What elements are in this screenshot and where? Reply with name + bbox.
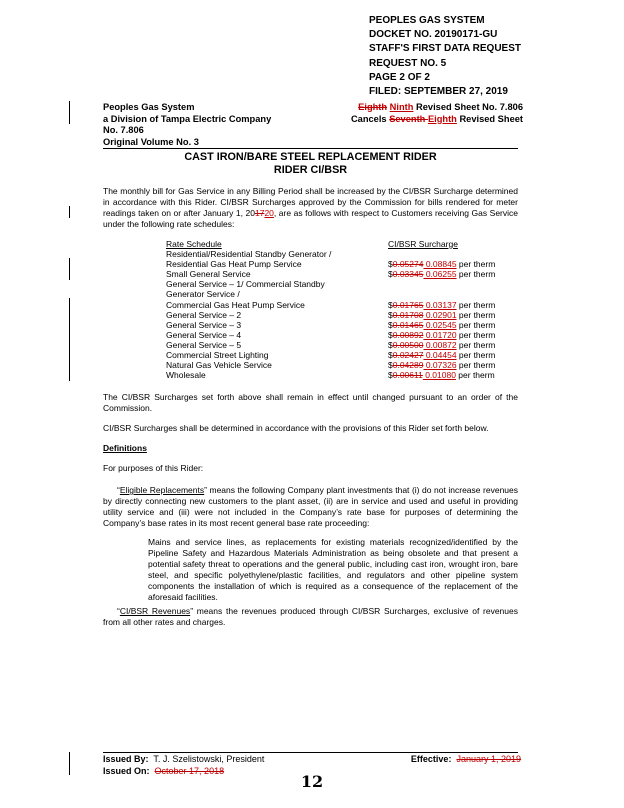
filing-header-filed: FILED: SEPTEMBER 27, 2019 — [369, 86, 508, 98]
rate-table — [166, 239, 495, 380]
surcharge-old: 0.04289 — [392, 360, 424, 371]
filing-header-request: STAFF'S FIRST DATA REQUEST — [369, 43, 522, 55]
surcharge-unit: per therm — [456, 299, 496, 310]
rate-row — [166, 320, 495, 330]
surcharge-old: 0.00611 — [392, 370, 423, 381]
surcharge-unit: per therm — [456, 339, 496, 350]
surcharge-dollar: $ — [388, 299, 393, 310]
rate-row — [166, 289, 495, 299]
surcharge-new: 0.06255 — [423, 269, 457, 280]
intro-year-deleted: 17 — [254, 208, 265, 218]
definitions-intro: For purposes of this Rider: — [103, 463, 204, 473]
filing-header-request-no: REQUEST NO. 5 — [369, 57, 447, 69]
surcharge-new: 0.02545 — [423, 319, 457, 330]
eligible-definition — [103, 485, 518, 529]
revenues-term: CI/BSR Revenues — [119, 606, 191, 616]
surcharge-old: 0.02427 — [392, 350, 424, 361]
footer-right — [411, 754, 521, 766]
surcharge-dollar: $ — [388, 339, 393, 350]
rate-schedule-header: Rate Schedule — [166, 239, 222, 249]
issued-by-label: Issued By: — [103, 754, 149, 764]
surcharge-dollar: $ — [388, 370, 393, 381]
rate-table-header — [166, 239, 495, 249]
issued-by-line — [103, 754, 264, 766]
surcharge-old: 0.05274 — [392, 259, 424, 270]
rate-row — [166, 300, 495, 310]
intro-text-end: , are as follows with respect to Customers receiving Gas Service under the following rate schedules: — [103, 208, 519, 229]
surcharge-old: 0.01708 — [392, 309, 424, 320]
rider-title: CAST IRON/BARE STEEL REPLACEMENT RIDER — [184, 151, 437, 163]
mains-definition: Mains and service lines, as replacements for existing materials recognized/identified by the Pipeline Safety and Hazardous Materials Administration as being obsolete and that present a potential safety threat to operations and the general public, including cast iron, wrought iron, bare steel, and specific polyethylene/plastic facilities, and regulators and other pipeline system components the installation of which is required as a consequence of the replacement of the aforesaid facilities. — [148, 537, 518, 602]
effective-deleted: January 1, 2019 — [456, 754, 521, 764]
rate-schedule-name: General Service – 3 — [166, 319, 242, 330]
rate-schedule-name: Residential/Residential Standby Generator / — [166, 249, 332, 260]
surcharge-new: 0.04454 — [423, 350, 457, 361]
filing-header-docket: DOCKET NO. 20190171-GU — [369, 29, 498, 41]
filing-header-page: PAGE 2 OF 2 — [369, 71, 430, 83]
intro-year-inserted: 20 — [264, 208, 274, 218]
surcharge-value — [388, 370, 495, 380]
issued-on-deleted: October 17, 2018 — [154, 765, 225, 776]
surcharge-dollar: $ — [388, 259, 393, 270]
filing-header — [369, 14, 521, 99]
rate-row — [166, 310, 495, 320]
revenues-definition — [103, 606, 518, 628]
rate-schedule-name: Commercial Street Lighting — [166, 350, 269, 361]
header-rule — [103, 148, 518, 149]
surcharge-new: 0.01080 — [422, 370, 456, 381]
surcharge-value — [388, 259, 495, 269]
revision-bar — [69, 298, 70, 381]
surcharge-value — [388, 310, 495, 320]
revision-bar — [69, 206, 70, 218]
rate-schedule-name: Generator Service / — [166, 289, 240, 300]
sheet-header-right — [351, 102, 523, 125]
cancels-inserted: Eighth — [427, 113, 457, 124]
revised-inserted: Ninth — [389, 102, 414, 112]
rate-schedule-name: General Service – 1/ Commercial Standby — [166, 279, 325, 290]
sheet-header-left — [103, 102, 271, 148]
page-number: 12 — [300, 772, 324, 791]
effective-label: Effective: — [410, 754, 452, 764]
revised-rest: Revised Sheet No. 7.806 — [413, 102, 523, 112]
surcharge-dollar: $ — [388, 319, 393, 330]
rate-row — [166, 360, 495, 370]
footer-rule — [103, 752, 518, 753]
rate-schedule-name: Wholesale — [166, 370, 206, 381]
effect-paragraph: The CI/BSR Surcharges set forth above shall remain in effect until changed pursuant to an order of the Commission. — [103, 392, 518, 413]
rate-row — [166, 249, 495, 259]
surcharge-dollar: $ — [388, 269, 393, 280]
revision-bar — [69, 258, 70, 280]
rate-rows — [166, 249, 495, 380]
surcharge-value — [388, 269, 495, 279]
eligible-term: Eligible Replacements — [119, 485, 205, 495]
sheet-number: No. 7.806 — [103, 125, 144, 135]
surcharge-old: 0.01765 — [392, 299, 424, 310]
revised-deleted: Eighth — [358, 102, 388, 112]
surcharge-unit: per therm — [456, 350, 496, 361]
company-name: Peoples Gas System — [103, 102, 195, 112]
issued-on-label: Issued On: — [103, 765, 150, 776]
surcharge-value — [388, 360, 495, 370]
surcharge-old: 0.00892 — [392, 329, 424, 340]
issued-by-value: T. J. Szelistowski, President — [153, 754, 265, 764]
surcharge-value — [388, 350, 495, 360]
revision-bar — [69, 101, 70, 124]
rate-schedule-name: General Service – 5 — [166, 339, 242, 350]
surcharge-old: 0.03345 — [392, 269, 424, 280]
surcharge-new: 0.00872 — [423, 339, 457, 350]
rate-schedule-name: Small General Service — [166, 269, 251, 280]
surcharge-unit: per therm — [456, 269, 496, 280]
revenues-text: ” means the revenues produced through CI/BSR Surcharges, exclusive of revenues from all other rates and charges. — [103, 606, 518, 627]
intro-text: The monthly bill for Gas Service in any Billing Period shall be increased by the CI/BSR Surcharge determined in accordance with this Rider. CI/BSR Surcharges approved by the Commission for bills rendered for meter readings taken on or after January 1, 20 — [103, 186, 518, 218]
surcharge-unit: per therm — [456, 309, 496, 320]
rate-schedule-name: Residential Gas Heat Pump Service — [166, 259, 302, 270]
surcharge-unit: per therm — [456, 259, 496, 270]
intro-paragraph — [103, 186, 518, 230]
surcharge-value — [388, 320, 495, 330]
surcharge-new: 0.03137 — [423, 299, 457, 310]
surcharge-dollar: $ — [388, 329, 393, 340]
cancels-rest: Revised Sheet — [456, 113, 523, 124]
surcharge-value — [388, 340, 495, 350]
surcharge-new: 0.08845 — [423, 259, 457, 270]
rate-schedule-name: Natural Gas Vehicle Service — [166, 360, 272, 371]
surcharge-old: 0.01465 — [392, 319, 424, 330]
division-name: a Division of Tampa Electric Company — [103, 113, 272, 124]
surcharge-unit: per therm — [456, 360, 496, 371]
surcharge-value — [388, 330, 495, 340]
rate-row — [166, 279, 495, 289]
surcharge-unit: per therm — [455, 370, 495, 381]
cancels-sheet-line — [351, 114, 523, 126]
surcharge-dollar: $ — [388, 360, 393, 371]
rate-row — [166, 330, 495, 340]
surcharge-dollar: $ — [388, 309, 393, 320]
surcharge-unit: per therm — [456, 319, 496, 330]
surcharge-value — [388, 300, 495, 310]
rate-row — [166, 370, 495, 380]
determined-paragraph: CI/BSR Surcharges shall be determined in accordance with the provisions of this Rider set forth below. — [103, 423, 489, 433]
volume-number: Original Volume No. 3 — [103, 136, 199, 147]
rate-schedule-name: General Service – 4 — [166, 329, 242, 340]
eligible-text: ” means the following Company plant investments that (i) do not increase revenues by directly connecting new customers to the plant asset, (ii) are in service and used and useful in providing utility service and (iii) were not included in the Company’s rate base for purposes of determining the Company’s base rates in its most recent general base rate proceeding: — [103, 485, 519, 528]
surcharge-unit: per therm — [456, 329, 496, 340]
rate-row — [166, 269, 495, 279]
rate-row — [166, 259, 495, 269]
surcharge-old: 0.00500 — [392, 339, 424, 350]
filing-header-company: PEOPLES GAS SYSTEM — [369, 15, 485, 26]
revised-sheet-line — [351, 102, 523, 114]
cancels-deleted: Seventh — [389, 113, 428, 124]
definitions-heading: Definitions — [103, 443, 147, 453]
rider-subtitle: RIDER CI/BSR — [273, 164, 348, 176]
rate-row — [166, 350, 495, 360]
surcharge-dollar: $ — [388, 350, 393, 361]
surcharge-header: CI/BSR Surcharge — [388, 239, 458, 249]
rate-schedule-name: General Service – 2 — [166, 309, 242, 320]
surcharge-new: 0.07326 — [423, 360, 457, 371]
surcharge-new: 0.02901 — [423, 309, 457, 320]
rate-schedule-name: Commercial Gas Heat Pump Service — [166, 299, 305, 310]
surcharge-new: 0.01720 — [423, 329, 457, 340]
rate-row — [166, 340, 495, 350]
revenues-open-quote: “ — [117, 606, 120, 616]
eligible-open-quote: “ — [117, 485, 120, 495]
cancels-prefix: Cancels — [350, 113, 390, 124]
